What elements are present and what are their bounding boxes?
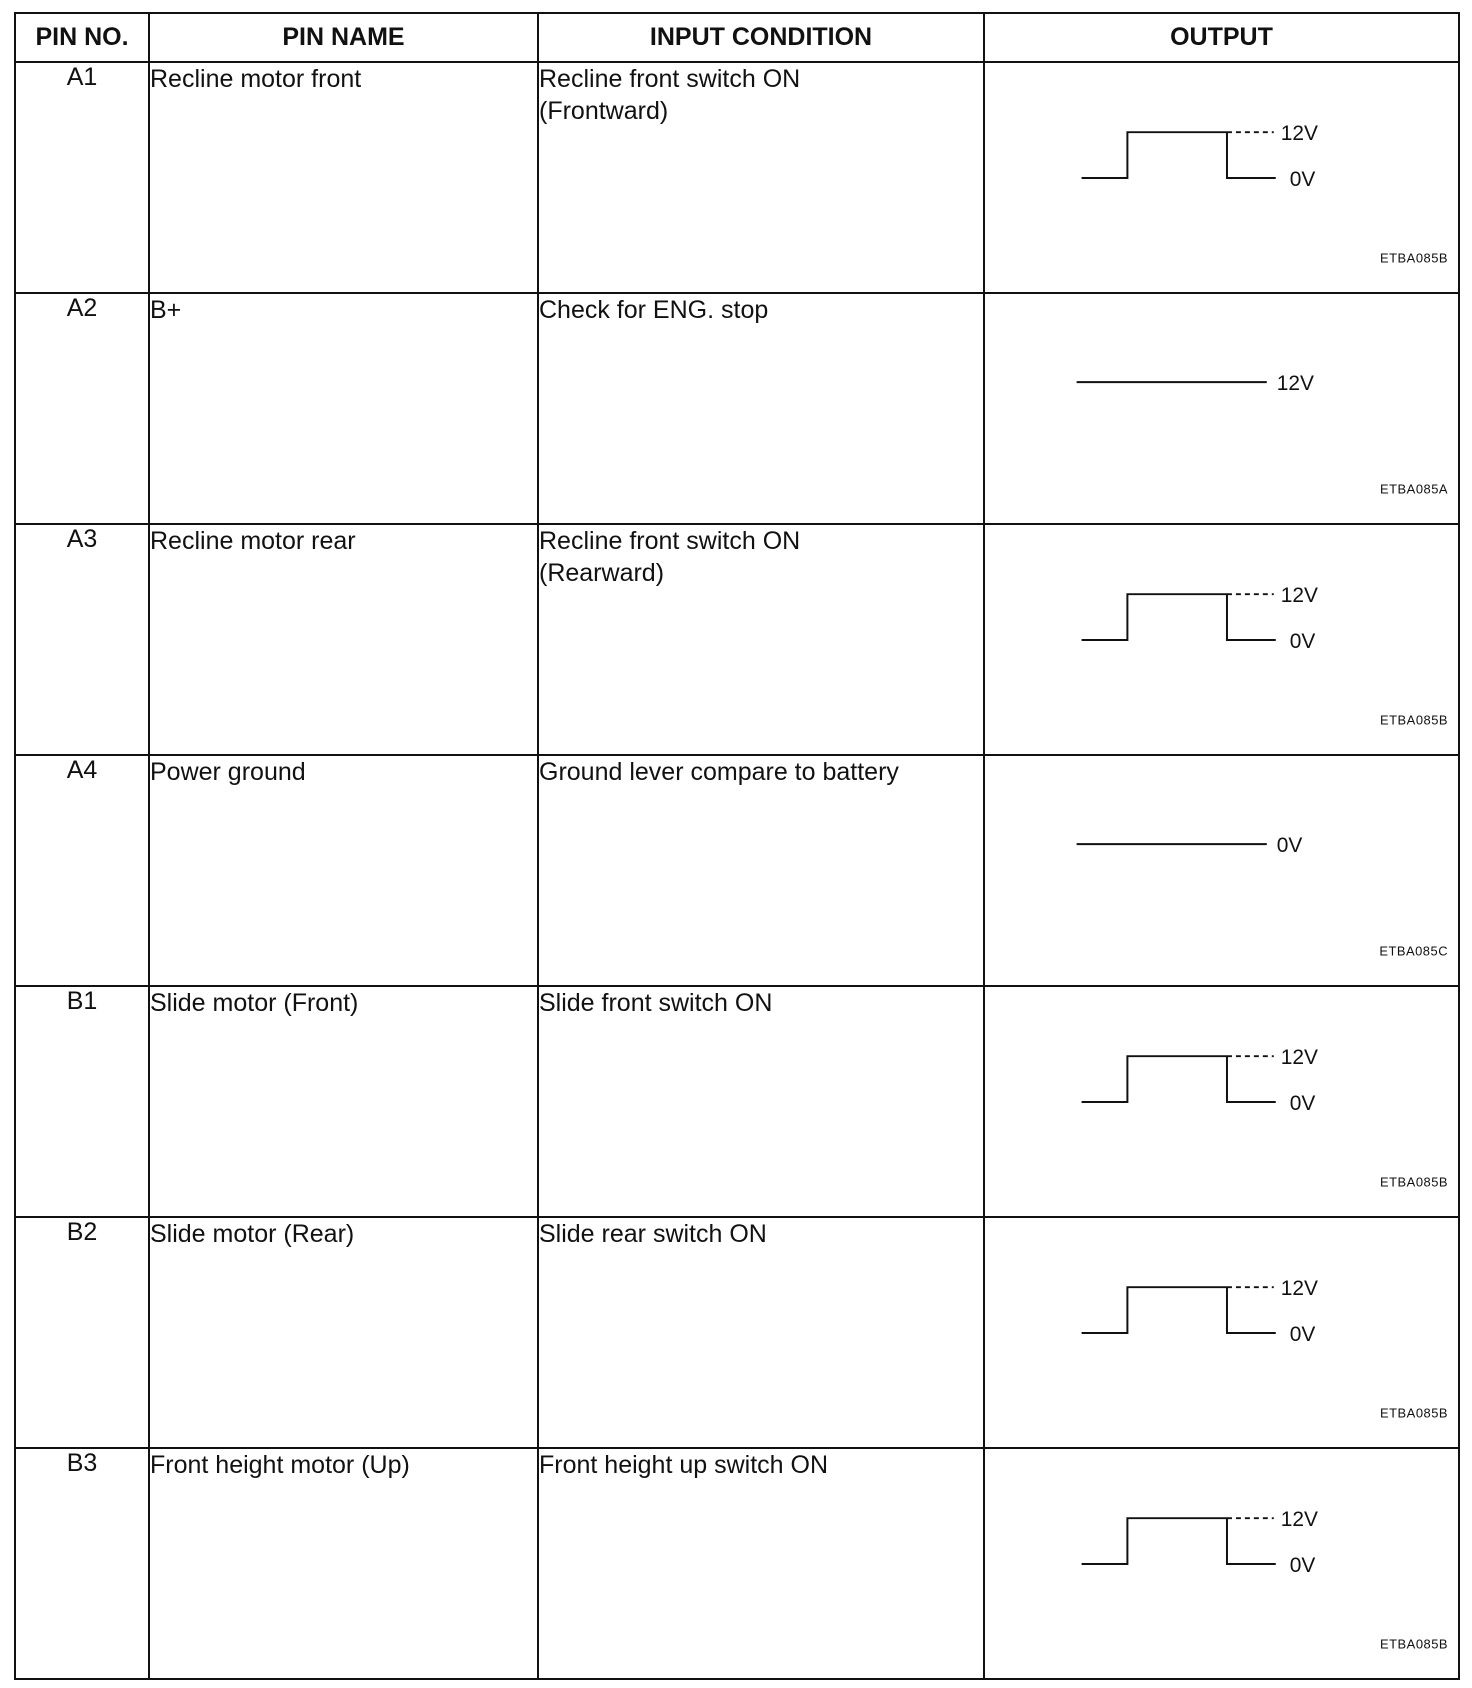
voltage-low-label: 0V [1289, 1553, 1316, 1577]
input-condition [538, 755, 984, 986]
pulse-high-signal [1082, 1056, 1227, 1102]
input-condition-line: (Frontward) [539, 97, 669, 125]
input-condition [538, 62, 984, 293]
pin-name: Front height motor (Up) [149, 1448, 538, 1679]
pulse-high-signal [1082, 594, 1227, 640]
pin-number: A4 [15, 755, 149, 986]
output-waveform [985, 294, 1458, 523]
pulse-high-signal [1082, 132, 1227, 178]
input-condition [538, 1448, 984, 1679]
input-condition [538, 524, 984, 755]
voltage-low-label: 0V [1289, 629, 1316, 653]
output-waveform-cell [984, 1217, 1459, 1448]
output-waveform-cell [984, 524, 1459, 755]
voltage-high-label: 12V [1280, 584, 1318, 608]
input-condition-line: Slide front switch ON [539, 989, 773, 1017]
table-body [15, 62, 1459, 1679]
figure-code: ETBA085B [1380, 1405, 1449, 1421]
table-row [15, 755, 1459, 986]
figure-code: ETBA085B [1380, 1174, 1449, 1190]
output-waveform [985, 987, 1458, 1216]
pulse-low-signal [1227, 1056, 1276, 1102]
input-condition [538, 293, 984, 524]
output-waveform [985, 63, 1458, 292]
header-input-condition: INPUT CONDITION [538, 13, 984, 62]
pin-number: B1 [15, 986, 149, 1217]
pulse-low-signal [1227, 1518, 1276, 1564]
voltage-high-label: 12V [1280, 122, 1318, 146]
voltage-high-label: 12V [1280, 1508, 1318, 1532]
pulse-low-signal [1227, 132, 1276, 178]
voltage-low-label: 0V [1289, 1091, 1316, 1115]
output-waveform [985, 525, 1458, 754]
table-row [15, 986, 1459, 1217]
header-pin-name: PIN NAME [149, 13, 538, 62]
input-condition-line: Recline front switch ON [539, 527, 801, 555]
voltage-low-label: 0V [1289, 1322, 1316, 1346]
voltage-high-label: 12V [1280, 1277, 1318, 1301]
input-condition-line: Ground lever compare to battery [539, 758, 899, 786]
pin-name: Slide motor (Front) [149, 986, 538, 1217]
table-row [15, 293, 1459, 524]
pin-name: B+ [149, 293, 538, 524]
pin-number: B2 [15, 1217, 149, 1448]
pulse-high-signal [1082, 1518, 1227, 1564]
voltage-low-label: 0V [1289, 167, 1316, 191]
figure-code: ETBA085B [1380, 250, 1449, 266]
pin-name: Recline motor front [149, 62, 538, 293]
pin-name: Slide motor (Rear) [149, 1217, 538, 1448]
header-row [15, 13, 1459, 62]
pin-number: B3 [15, 1448, 149, 1679]
pin-name: Power ground [149, 755, 538, 986]
voltage-label: 12V [1276, 372, 1314, 396]
voltage-high-label: 12V [1280, 1046, 1318, 1070]
input-condition-line: Check for ENG. stop [539, 296, 769, 324]
figure-code: ETBA085B [1380, 712, 1449, 728]
output-waveform-cell [984, 986, 1459, 1217]
output-waveform-cell [984, 293, 1459, 524]
input-condition-line: Slide rear switch ON [539, 1220, 767, 1248]
pin-number: A3 [15, 524, 149, 755]
pulse-low-signal [1227, 594, 1276, 640]
output-waveform-cell [984, 1448, 1459, 1679]
input-condition [538, 1217, 984, 1448]
input-condition-line: Recline front switch ON [539, 65, 801, 93]
table-row [15, 62, 1459, 293]
input-condition [538, 986, 984, 1217]
figure-code: ETBA085A [1380, 481, 1449, 497]
header-output: OUTPUT [984, 13, 1459, 62]
table-row [15, 1217, 1459, 1448]
input-condition-line: Front height up switch ON [539, 1451, 829, 1479]
output-waveform [985, 756, 1458, 985]
figure-code: ETBA085C [1379, 943, 1449, 959]
output-waveform-cell [984, 755, 1459, 986]
pin-number: A2 [15, 293, 149, 524]
output-waveform-cell [984, 62, 1459, 293]
output-waveform [985, 1449, 1458, 1678]
table-row [15, 524, 1459, 755]
output-waveform [985, 1218, 1458, 1447]
pin-table [14, 12, 1460, 1680]
voltage-label: 0V [1276, 834, 1303, 858]
input-condition-line: (Rearward) [539, 559, 665, 587]
pin-name: Recline motor rear [149, 524, 538, 755]
table-row [15, 1448, 1459, 1679]
header-pin-no: PIN NO. [15, 13, 149, 62]
pulse-low-signal [1227, 1287, 1276, 1333]
pin-number: A1 [15, 62, 149, 293]
pulse-high-signal [1082, 1287, 1227, 1333]
figure-code: ETBA085B [1380, 1636, 1449, 1652]
